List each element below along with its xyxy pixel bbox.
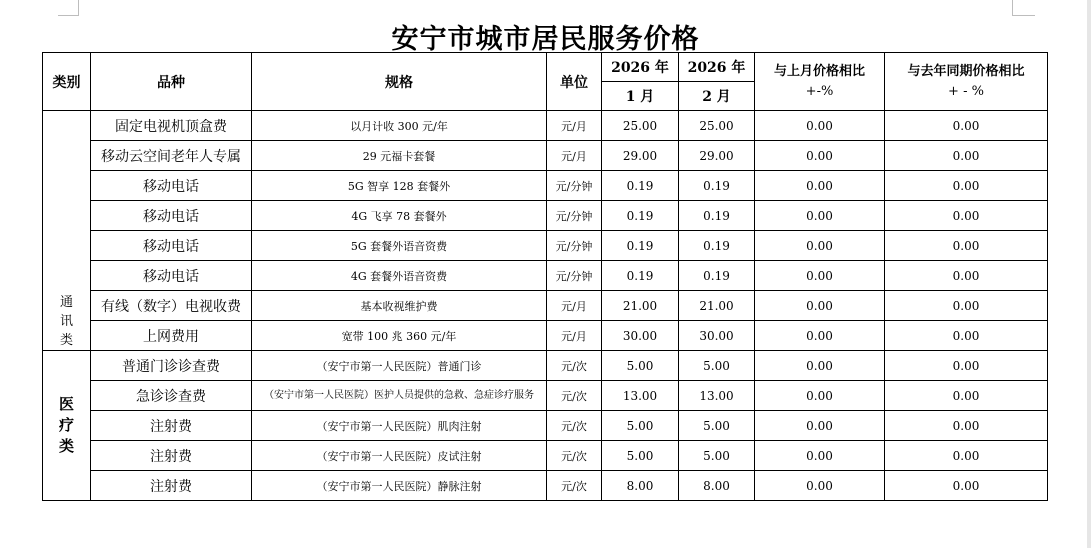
spec-cell: （安宁市第一人民医院）普通门诊: [252, 351, 547, 381]
document-title: 安宁市城市居民服务价格: [391, 24, 700, 55]
unit-cell: 元/次: [547, 381, 602, 411]
header-vs-last-year: [885, 53, 1048, 111]
unit-cell: 元/分钟: [547, 201, 602, 231]
unit-cell: 元/次: [547, 351, 602, 381]
mom-change-cell: 0.00: [755, 231, 885, 261]
table-row: [43, 411, 1048, 441]
header-spec: 规格: [252, 53, 547, 111]
item-cell: 移动电话: [91, 231, 252, 261]
item-cell: 急诊诊查费: [91, 381, 252, 411]
item-cell: 移动电话: [91, 171, 252, 201]
jan-price-cell: 13.00: [602, 381, 679, 411]
jan-price-cell: 0.19: [602, 171, 679, 201]
spec-cell: （安宁市第一人民医院）静脉注射: [252, 471, 547, 501]
yoy-change-cell: 0.00: [885, 411, 1048, 441]
yoy-change-cell: 0.00: [885, 471, 1048, 501]
spec-cell: 宽带 100 兆 360 元/年: [252, 321, 547, 351]
feb-price-cell: 0.19: [679, 171, 755, 201]
item-cell: 移动电话: [91, 261, 252, 291]
spec-cell: （安宁市第一人民医院）皮试注射: [252, 441, 547, 471]
jan-price-cell: 5.00: [602, 411, 679, 441]
category-cell-communication: [43, 111, 91, 351]
category-cell-medical: [43, 351, 91, 501]
mom-change-cell: 0.00: [755, 411, 885, 441]
category-char: 医: [58, 395, 74, 413]
yoy-change-cell: 0.00: [885, 441, 1048, 471]
jan-price-cell: 5.00: [602, 441, 679, 471]
feb-price-cell: 0.19: [679, 201, 755, 231]
table-row: [43, 471, 1048, 501]
feb-price-cell: 21.00: [679, 291, 755, 321]
item-cell: 上网费用: [91, 321, 252, 351]
header-month-feb: 2 月: [679, 82, 755, 111]
yoy-change-cell: 0.00: [885, 171, 1048, 201]
header-vs-last-month-line2: +-%: [805, 83, 834, 99]
mom-change-cell: 0.00: [755, 141, 885, 171]
mom-change-cell: 0.00: [755, 201, 885, 231]
unit-cell: 元/月: [547, 141, 602, 171]
page-corner-mark-right: [1012, 0, 1035, 16]
jan-price-cell: 5.00: [602, 351, 679, 381]
category-char: 类: [59, 333, 73, 348]
feb-price-cell: 29.00: [679, 141, 755, 171]
item-cell: 移动电话: [91, 201, 252, 231]
spec-cell: 4G 套餐外语音资费: [252, 261, 547, 291]
yoy-change-cell: 0.00: [885, 321, 1048, 351]
feb-price-cell: 5.00: [679, 441, 755, 471]
yoy-change-cell: 0.00: [885, 111, 1048, 141]
table-row: [43, 351, 1048, 381]
mom-change-cell: 0.00: [755, 471, 885, 501]
mom-change-cell: 0.00: [755, 171, 885, 201]
mom-change-cell: 0.00: [755, 381, 885, 411]
item-cell: 注射费: [91, 411, 252, 441]
unit-cell: 元/月: [547, 111, 602, 141]
unit-cell: 元/月: [547, 291, 602, 321]
jan-price-cell: 29.00: [602, 141, 679, 171]
table-row: [43, 231, 1048, 261]
yoy-change-cell: 0.00: [885, 291, 1048, 321]
spec-cell: （安宁市第一人民医院）肌肉注射: [252, 411, 547, 441]
unit-cell: 元/分钟: [547, 171, 602, 201]
spec-cell: 以月计收 300 元/年: [252, 111, 547, 141]
feb-price-cell: 5.00: [679, 411, 755, 441]
item-cell: 注射费: [91, 441, 252, 471]
jan-price-cell: 21.00: [602, 291, 679, 321]
table-row: [43, 321, 1048, 351]
feb-price-cell: 8.00: [679, 471, 755, 501]
spec-cell: 基本收视维护费: [252, 291, 547, 321]
category-char: 通: [59, 295, 73, 310]
item-cell: 移动云空间老年人专属: [91, 141, 252, 171]
item-cell: 有线（数字）电视收费: [91, 291, 252, 321]
feb-price-cell: 0.19: [679, 261, 755, 291]
jan-price-cell: 25.00: [602, 111, 679, 141]
item-cell: 普通门诊诊查费: [91, 351, 252, 381]
feb-price-cell: 25.00: [679, 111, 755, 141]
unit-cell: 元/月: [547, 321, 602, 351]
category-char: 疗: [58, 416, 74, 434]
header-vs-last-year-line1: 与去年同期价格相比: [907, 63, 1025, 79]
yoy-change-cell: 0.00: [885, 381, 1048, 411]
category-char: 类: [58, 437, 74, 455]
unit-cell: 元/次: [547, 411, 602, 441]
category-char: 讯: [59, 314, 73, 329]
table-row: [43, 291, 1048, 321]
yoy-change-cell: 0.00: [885, 351, 1048, 381]
header-item: 品种: [91, 53, 252, 111]
header-year-feb: 2026 年: [679, 53, 755, 82]
spec-cell: 4G 飞享 78 套餐外: [252, 201, 547, 231]
feb-price-cell: 13.00: [679, 381, 755, 411]
mom-change-cell: 0.00: [755, 441, 885, 471]
table-row: [43, 111, 1048, 141]
jan-price-cell: 0.19: [602, 231, 679, 261]
feb-price-cell: 0.19: [679, 231, 755, 261]
mom-change-cell: 0.00: [755, 351, 885, 381]
unit-cell: 元/次: [547, 441, 602, 471]
mom-change-cell: 0.00: [755, 321, 885, 351]
jan-price-cell: 0.19: [602, 201, 679, 231]
table-row: [43, 381, 1048, 411]
header-year-jan: 2026 年: [602, 53, 679, 82]
window-right-border: [1087, 0, 1091, 548]
page-corner-mark-left: [58, 0, 79, 16]
jan-price-cell: 8.00: [602, 471, 679, 501]
unit-cell: 元/分钟: [547, 231, 602, 261]
spec-cell: （安宁市第一人民医院）医护人员提供的急救、急症诊疗服务: [252, 381, 547, 411]
table-row: [43, 141, 1048, 171]
mom-change-cell: 0.00: [755, 111, 885, 141]
yoy-change-cell: 0.00: [885, 201, 1048, 231]
table-row: [43, 441, 1048, 471]
jan-price-cell: 0.19: [602, 261, 679, 291]
spec-cell: 5G 智享 128 套餐外: [252, 171, 547, 201]
item-cell: 固定电视机顶盒费: [91, 111, 252, 141]
header-category: 类别: [43, 53, 91, 111]
yoy-change-cell: 0.00: [885, 141, 1048, 171]
item-cell: 注射费: [91, 471, 252, 501]
unit-cell: 元/分钟: [547, 261, 602, 291]
table-row: [43, 171, 1048, 201]
header-month-jan: 1 月: [602, 82, 679, 111]
yoy-change-cell: 0.00: [885, 231, 1048, 261]
table-row: [43, 201, 1048, 231]
jan-price-cell: 30.00: [602, 321, 679, 351]
feb-price-cell: 5.00: [679, 351, 755, 381]
header-vs-last-year-line2: + - %: [948, 83, 984, 99]
header-vs-last-month-line1: 与上月价格相比: [773, 63, 865, 79]
spec-cell: 29 元福卡套餐: [252, 141, 547, 171]
mom-change-cell: 0.00: [755, 291, 885, 321]
table-row: [43, 261, 1048, 291]
unit-cell: 元/次: [547, 471, 602, 501]
header-vs-last-month: [755, 53, 885, 111]
mom-change-cell: 0.00: [755, 261, 885, 291]
spec-cell: 5G 套餐外语音资费: [252, 231, 547, 261]
feb-price-cell: 30.00: [679, 321, 755, 351]
price-table: [42, 52, 1048, 501]
header-unit: 单位: [547, 53, 602, 111]
yoy-change-cell: 0.00: [885, 261, 1048, 291]
